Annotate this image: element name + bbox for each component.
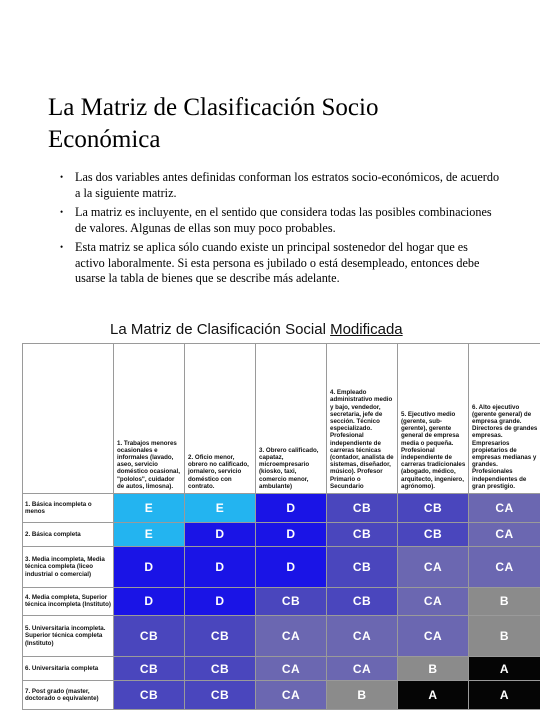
class-cell: D: [256, 547, 327, 587]
class-cell: D: [256, 522, 327, 547]
bullet-item: [60, 240, 500, 287]
bullet-list: [60, 170, 500, 291]
class-cell: CA: [398, 547, 469, 587]
class-cell: CB: [185, 616, 256, 656]
class-cell: CA: [256, 681, 327, 710]
class-cell: CB: [327, 587, 398, 616]
class-cell: CA: [256, 656, 327, 681]
bullet-marker: •: [60, 207, 64, 217]
matrix-row: [23, 494, 540, 523]
matrix-corner: [23, 344, 114, 494]
class-cell: CB: [114, 656, 185, 681]
class-cell: CA: [469, 522, 540, 547]
class-cell: CB: [185, 656, 256, 681]
class-cell: D: [114, 547, 185, 587]
matrix-title-main: La Matriz de Clasificación Social: [110, 321, 331, 338]
class-cell: CB: [398, 494, 469, 523]
class-cell: D: [185, 522, 256, 547]
class-cell: A: [469, 681, 540, 710]
class-cell: CB: [185, 681, 256, 710]
class-cell: CA: [469, 547, 540, 587]
bullet-text: Las dos variables antes definidas conforman los estratos socio-económicos, de acuerdo a la siguiente matriz.: [75, 170, 500, 200]
row-header: 4. Media completa, Superior técnica incompleta (Instituto): [23, 587, 114, 616]
class-cell: CA: [327, 616, 398, 656]
bullet-item: [60, 170, 500, 201]
row-header: 5. Universitaria incompleta. Superior técnica completa (Instituto): [23, 616, 114, 656]
row-header: 1. Básica incompleta o menos: [23, 494, 114, 523]
class-cell: CB: [327, 522, 398, 547]
bullet-item: [60, 205, 500, 236]
matrix-row: [23, 656, 540, 681]
class-cell: B: [398, 656, 469, 681]
class-cell: CA: [398, 616, 469, 656]
column-header: 5. Ejecutivo medio (gerente, sub-gerente), gerente general de empresa media o pequeña. Profesional independiente de carreras tradicionales (abogado, médico, arquitecto, ingeniero, agrónomo).: [398, 344, 469, 494]
class-cell: D: [185, 547, 256, 587]
class-cell: B: [469, 616, 540, 656]
row-header: 7. Post grado (master, doctorado o equivalente): [23, 681, 114, 710]
bullet-marker: •: [60, 172, 64, 182]
class-cell: CA: [469, 494, 540, 523]
row-header: 6. Universitaria completa: [23, 656, 114, 681]
class-cell: E: [114, 494, 185, 523]
class-cell: CB: [256, 587, 327, 616]
column-header: 2. Oficio menor, obrero no calificado, jornalero, servicio doméstico con contrato.: [185, 344, 256, 494]
class-cell: CA: [256, 616, 327, 656]
class-cell: B: [327, 681, 398, 710]
row-header: 2. Básica completa: [23, 522, 114, 547]
class-cell: D: [256, 494, 327, 523]
bullet-marker: •: [60, 242, 64, 252]
column-header: 3. Obrero calificado, capataz, microempresario (kiosko, taxi, comercio menor, ambulante): [256, 344, 327, 494]
class-cell: A: [398, 681, 469, 710]
class-cell: CB: [327, 494, 398, 523]
class-cell: CB: [114, 681, 185, 710]
bullet-text: Esta matriz se aplica sólo cuando existe un principal sostenedor del hogar que es activo laboralmente. Si esta persona es jubilado o está desempleado, entonces debe usarse la tabla de bienes que se describe más adelante.: [75, 240, 480, 285]
class-cell: CA: [327, 656, 398, 681]
class-cell: D: [185, 587, 256, 616]
matrix-row: [23, 547, 540, 587]
class-cell: CB: [327, 547, 398, 587]
matrix-row: [23, 522, 540, 547]
column-header: 1. Trabajos menores ocasionales e informales (lavado, aseo, servicio doméstico ocasional, "pololos", cuidador de autos, limosna).: [114, 344, 185, 494]
class-cell: CB: [114, 616, 185, 656]
column-header: 4. Empleado administrativo medio y bajo, vendedor, secretaria, jefe de sección. Técnico especializado. Profesional independiente de carreras técnicas (contador, analista de sistemas, diseñador, músico). Profesor Primario o Secundario: [327, 344, 398, 494]
matrix-row: [23, 681, 540, 710]
matrix-row: [23, 587, 540, 616]
class-cell: E: [185, 494, 256, 523]
matrix-title-modifier: Modificada: [330, 321, 403, 338]
class-cell: CA: [398, 587, 469, 616]
row-header: 3. Media incompleta, Media técnica completa (liceo industrial o comercial): [23, 547, 114, 587]
matrix-row: [23, 616, 540, 656]
classification-matrix: [22, 343, 540, 710]
class-cell: B: [469, 587, 540, 616]
matrix-title: [110, 321, 403, 339]
class-cell: E: [114, 522, 185, 547]
class-cell: CB: [398, 522, 469, 547]
bullet-text: La matriz es incluyente, en el sentido que considera todas las posibles combinaciones de valores. Algunas de ellas son muy poco probables.: [75, 205, 492, 235]
slide-title: La Matriz de Clasificación Socio Económica: [48, 94, 379, 153]
class-cell: D: [114, 587, 185, 616]
column-header: 6. Alto ejecutivo (gerente general) de empresa grande. Directores de grandes empresas. Empresarios propietarios de empresas medianas y grandes. Profesionales independientes de gran prestigio.: [469, 344, 540, 494]
class-cell: A: [469, 656, 540, 681]
